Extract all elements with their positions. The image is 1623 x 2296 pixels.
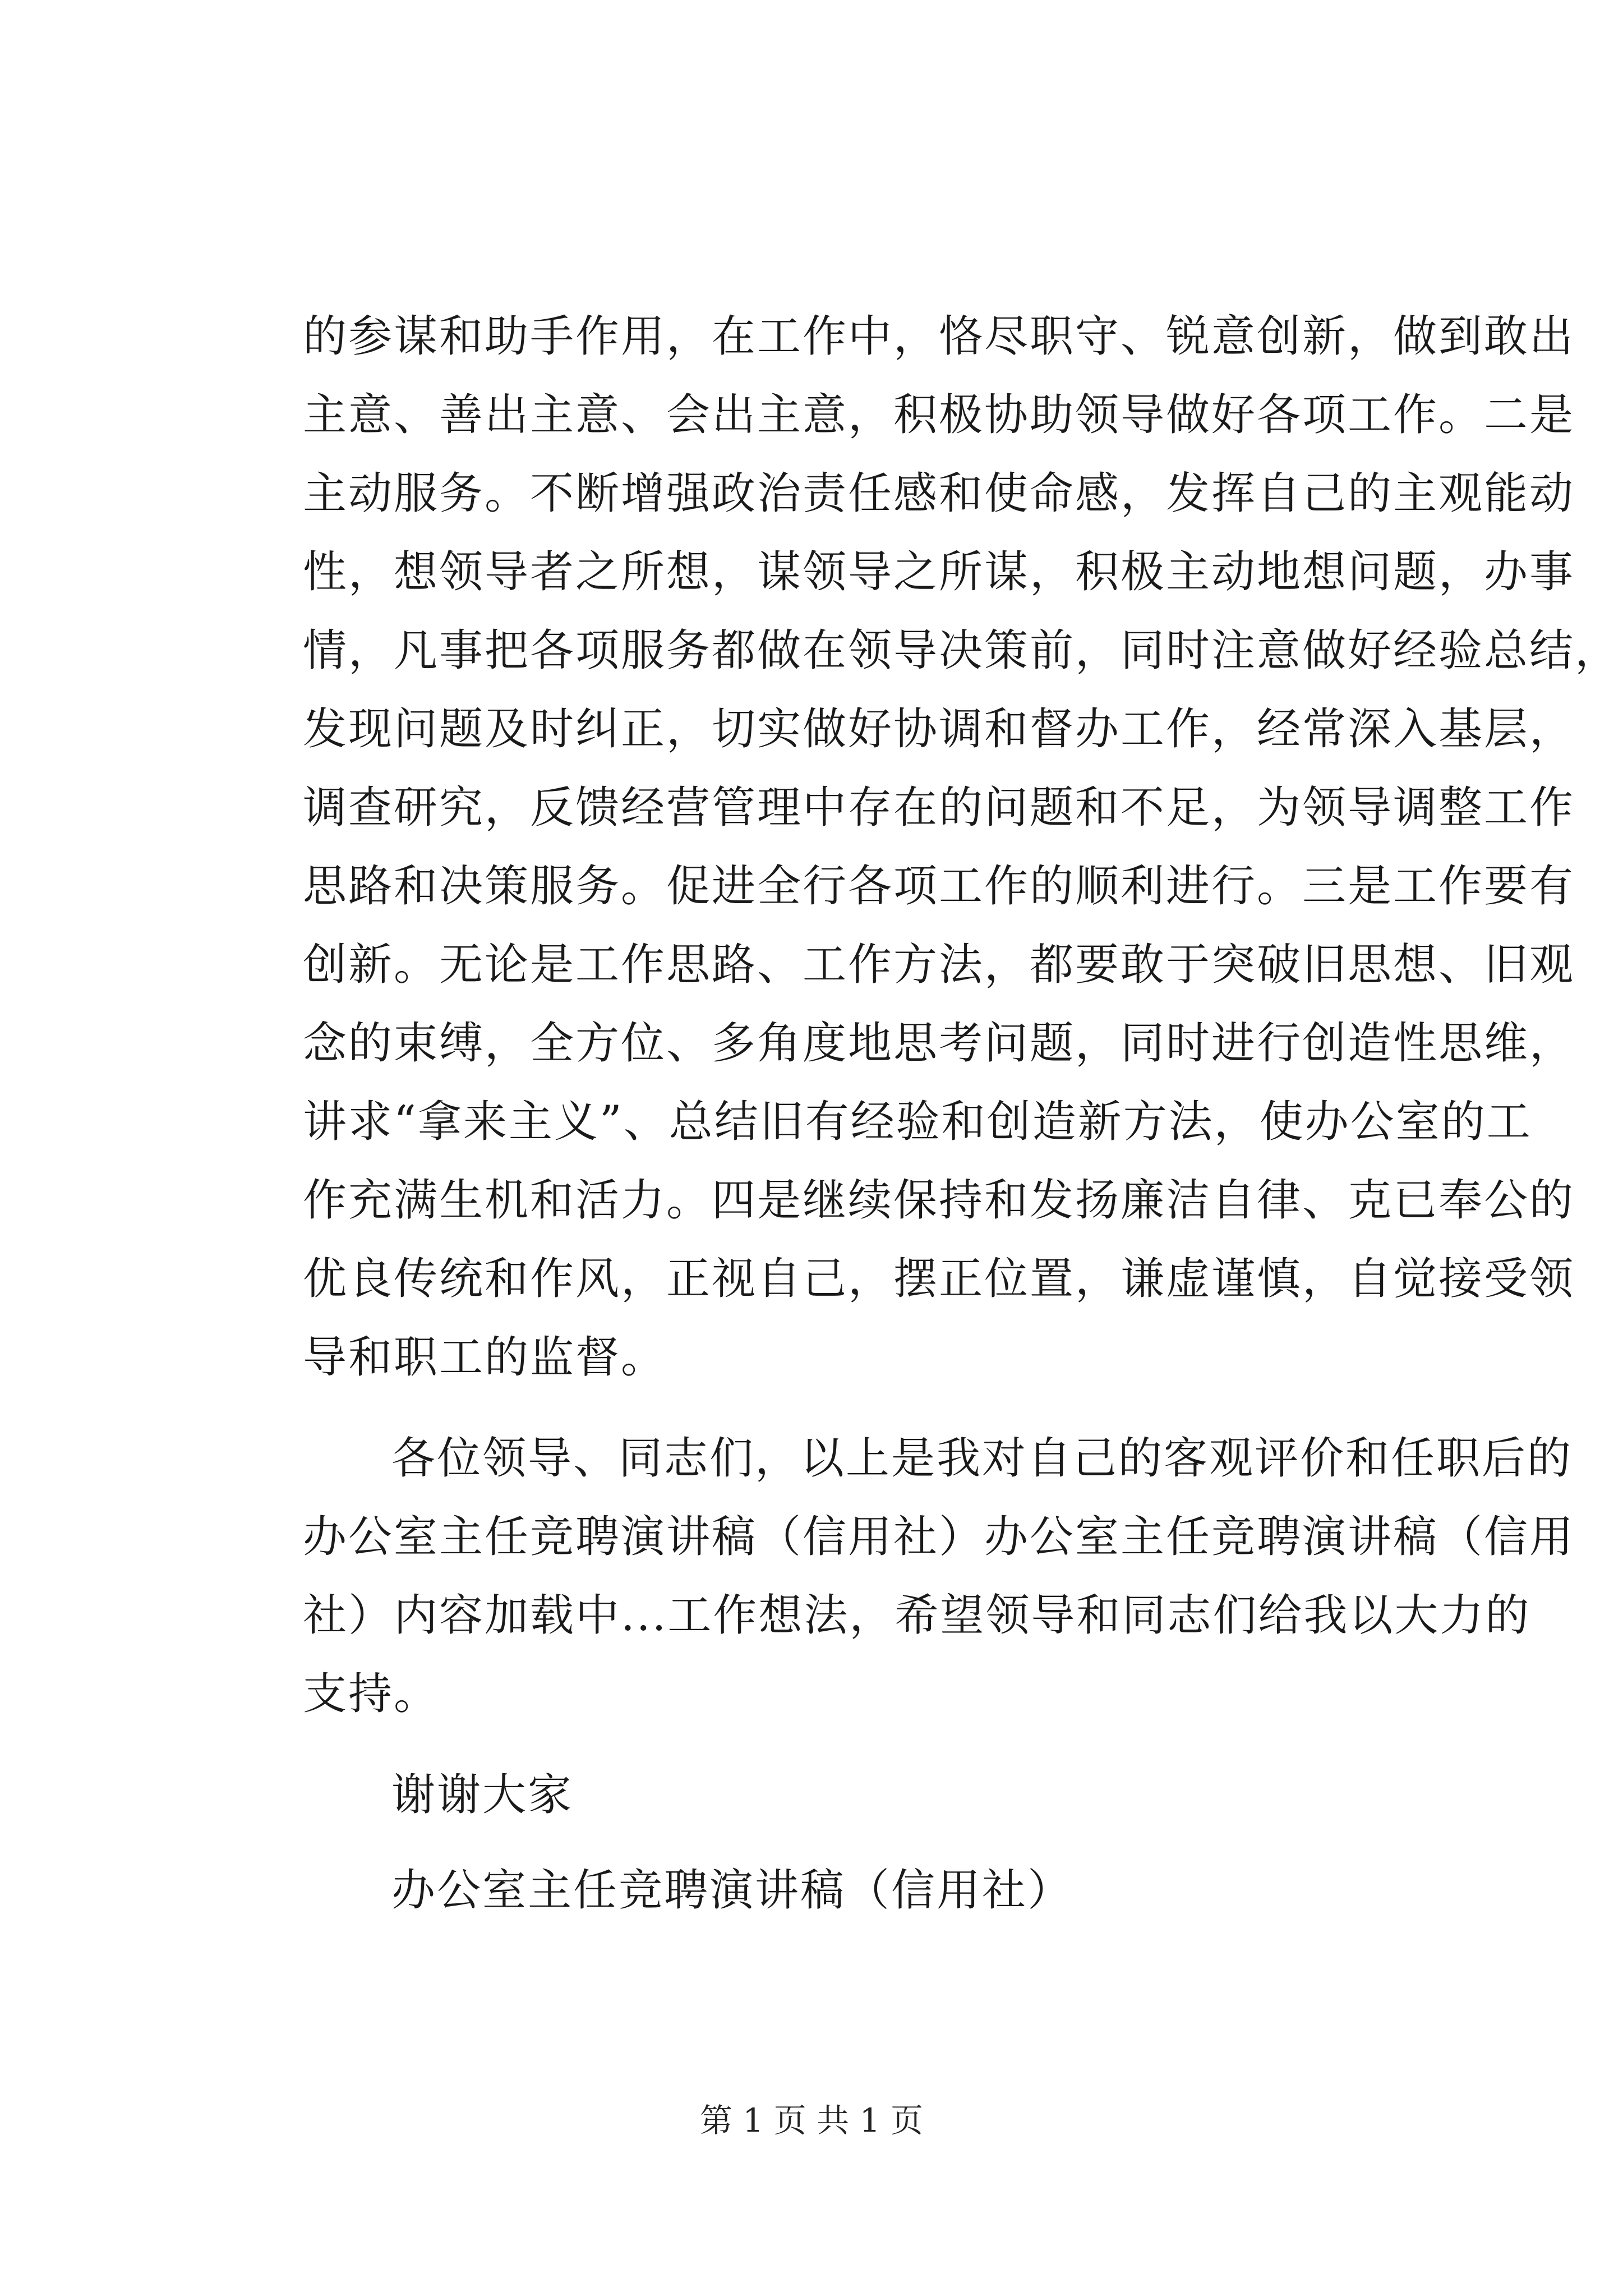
page-footer: 第 1 页 共 1 页 <box>700 2101 923 2139</box>
body-line: 调查研究，反馈经营管理中存在的问题和不足，为领导调整工作 <box>303 783 1575 833</box>
body-line: 办公室主任竞聘演讲稿（信用社）办公室主任竞聘演讲稿（信用 <box>303 1512 1575 1562</box>
body-line: 讲求“拿来主义”、总结旧有经验和创造新方法，使办公室的工 <box>303 1097 1532 1147</box>
body-line: 思路和决策服务。促进全行各项工作的顺利进行。三是工作要有 <box>303 861 1575 912</box>
body-line: 优良传统和作风，正视自己，摆正位置，谦虚谨慎，自觉接受领 <box>303 1254 1575 1304</box>
closing-thanks: 谢谢大家 <box>391 1770 574 1820</box>
document-title-line: 办公室主任竞聘演讲稿（信用社） <box>391 1865 1073 1916</box>
body-line: 创新。无论是工作思路、工作方法，都要敢于突破旧思想、旧观 <box>303 940 1575 990</box>
body-line: 性，想领导者之所想，谋领导之所谋，积极主动地想问题，办事 <box>303 547 1575 597</box>
body-line: 主意、善出主意、会出主意，积极协助领导做好各项工作。二是 <box>303 390 1575 440</box>
body-line: 作充满生机和活力。四是继续保持和发扬廉洁自律、克已奉公的 <box>303 1175 1575 1226</box>
body-line: 的参谋和助手作用，在工作中，恪尽职守、锐意创新，做到敢出 <box>303 311 1575 362</box>
body-line: 社）内容加载中...工作想法，希望领导和同志们给我以大力的 <box>303 1590 1531 1641</box>
body-line: 支持。 <box>303 1669 440 1719</box>
paragraph-first-line: 各位领导、同志们，以上是我对自己的客观评价和任职后的 <box>391 1433 1573 1484</box>
body-line: 发现问题及时纠正，切实做好协调和督办工作，经常深入基层， <box>303 704 1575 754</box>
body-line: 情，凡事把各项服务都做在领导决策前，同时注意做好经验总结， <box>303 625 1621 676</box>
body-line: 念的束缚，全方位、多角度地思考问题，同时进行创造性思维， <box>303 1018 1575 1069</box>
body-line: 导和职工的监督。 <box>303 1332 667 1383</box>
body-line: 主动服务。不断增强政治责任感和使命感，发挥自己的主观能动 <box>303 468 1575 519</box>
